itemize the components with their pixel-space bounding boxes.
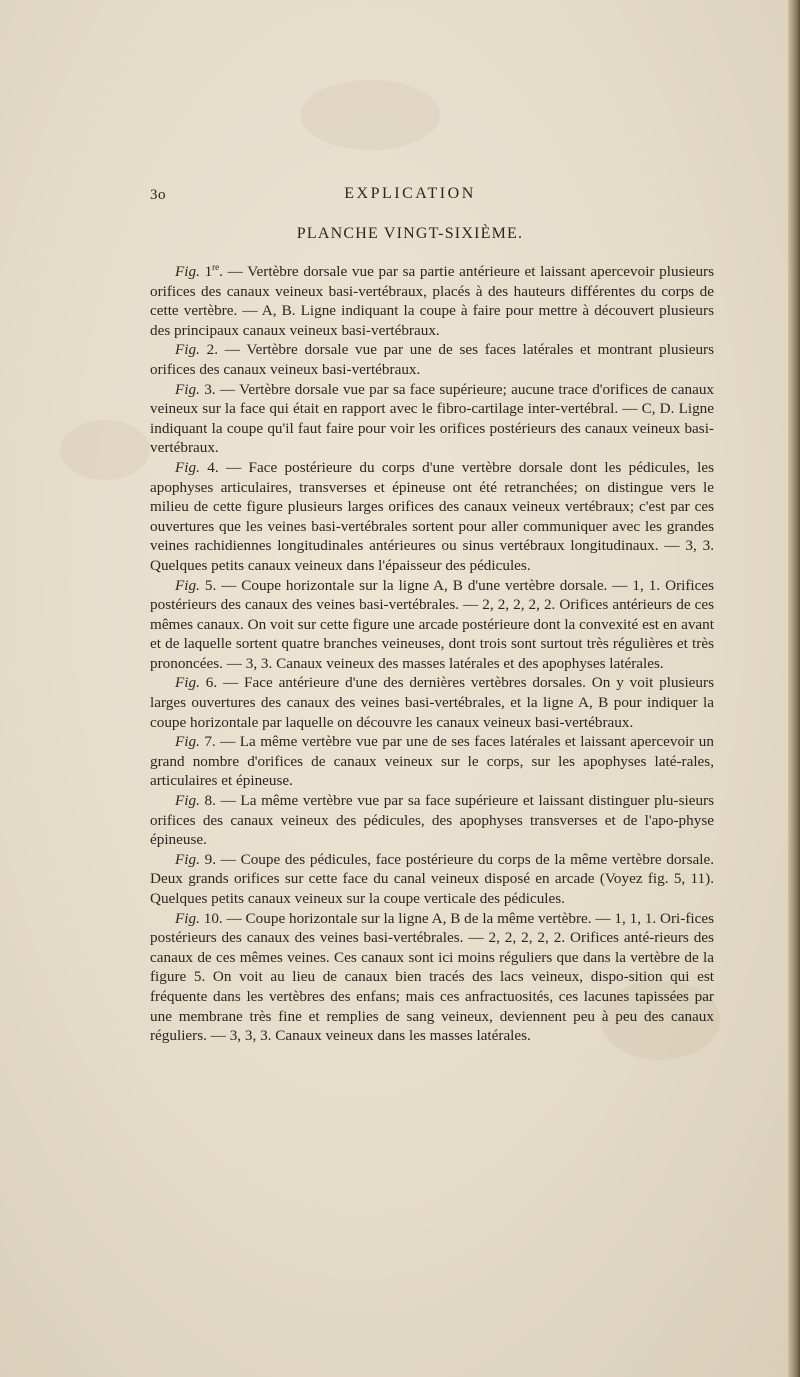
- figure-label: Fig.: [175, 380, 200, 398]
- figure-paragraph: [150, 262, 714, 340]
- figure-paragraph: [150, 732, 714, 791]
- figure-description: . — La même vertèbre vue par sa face supérieure et laissant distinguer plu-sieurs orifices des canaux veineux des pédicules, des apophyses transverses et de l'apo-physe épineuse.: [150, 792, 715, 849]
- figure-number: 6: [205, 674, 214, 692]
- figure-paragraph: [150, 458, 714, 576]
- figure-paragraph: [150, 673, 714, 732]
- page-number: 3o: [150, 187, 166, 203]
- figure-description: . — Vertèbre dorsale vue par sa face supérieure; aucune trace d'orifices de canaux veineux sur la face qui était en rapport avec le fibro-cartilage inter-vertébral. — C, D. Ligne indiquant la coupe qu'il faut faire pour voir les orifices postérieurs des canaux veineux basi-vertébraux.: [150, 380, 715, 457]
- figure-description: . — Face antérieure d'une des dernières vertèbres dorsales. On y voit plusieurs larges ouvertures des canaux des veines basi-vertébrales, et la ligne A, B pour indiquer la coupe horizontale par laquelle on découvre les canaux veineux basi-vertébraux.: [150, 674, 714, 731]
- figure-number: 8: [204, 792, 213, 810]
- figure-paragraph: [150, 791, 714, 850]
- figure-number: 1: [204, 263, 213, 280]
- figure-number: 10: [203, 909, 219, 927]
- figure-label: Fig.: [175, 576, 200, 594]
- figure-description: . — Vertèbre dorsale vue par une de ses faces latérales et montrant plusieurs orifices des canaux veineux basi-vertébraux.: [150, 341, 715, 378]
- figure-paragraph: [150, 909, 714, 1046]
- running-head: EXPLICATION: [344, 185, 476, 202]
- figure-label: Fig.: [175, 850, 200, 868]
- figure-label: Fig.: [175, 341, 200, 359]
- figure-label: Fig.: [175, 674, 200, 692]
- paper-stain: [60, 420, 150, 480]
- paper-stain: [300, 80, 440, 150]
- figure-number: 9: [204, 850, 213, 868]
- figure-explanations: [150, 262, 714, 1046]
- figure-label: Fig.: [175, 909, 200, 927]
- figure-number: 5: [204, 576, 213, 594]
- figure-description: . — Face postérieure du corps d'une vertèbre dorsale dont les pédicules, les apophyses articulaires, transverses et épineuse ont été retranchées; on distingue vers le milieu de cette figure plusieurs larges orifices des canaux veineux vertébraux; c'est par ces ouvertures que les veines basi-vertébrales sortent pour aller communiquer avec les grandes veines rachidiennes longitudinales antérieures ou sinus vertébraux longitudinaux. — 3, 3. Quelques petits canaux veineux dans l'épaisseur des pédicules.: [150, 458, 715, 574]
- figure-number: 7: [204, 733, 212, 751]
- figure-description: . — La même vertèbre vue par une de ses faces latérales et laissant apercevoir un grand nombre d'orifices de canaux veineux sur le corps, sur les apophyses laté-rales, articulaires et épineuse.: [150, 733, 714, 790]
- figure-label: Fig.: [175, 733, 200, 751]
- figure-number: 3: [204, 380, 212, 398]
- plate-title: PLANCHE VINGT-SIXIÈME.: [296, 225, 524, 242]
- page-edge: [788, 0, 800, 1377]
- figure-paragraph: [150, 340, 714, 379]
- figure-description: . — Coupe horizontale sur la ligne A, B de la même vertèbre. — 1, 1, 1. Ori-fices postérieurs des canaux des veines basi-vertébrales. — 2, 2, 2, 2, 2. Orifices anté-rieurs des canaux de ces mêmes veines. Ces canaux sont ici moins réguliers que dans la vertèbre de la figure 5. On voit au lieu de canaux bien tracés des lacs veineux, dispo-sition qui est fréquente dans les vertèbres des enfans; mais ces anfractuosités, ces lacunes tapissées par une membrane très fine et remplies de sang veineux, deviennent peu à peu des canaux réguliers. — 3, 3, 3. Canaux veineux dans les masses latérales.: [150, 909, 714, 1045]
- figure-number-superscript: re: [212, 261, 220, 272]
- figure-label: Fig.: [175, 792, 200, 810]
- figure-description: . — Coupe horizontale sur la ligne A, B d'une vertèbre dorsale. — 1, 1. Orifices postérieurs des canaux des veines basi-vertébrales. — 2, 2, 2, 2, 2. Orifices antérieurs de ces mêmes canaux. On voit sur cette figure une arcade postérieure dont la convexité est en avant et de laquelle sortent quatre branches veineuses, dont trois sont surtout très régulières et très prononcées. — 3, 3. Canaux veineux des masses latérales et des apophyses latérales.: [150, 576, 715, 672]
- figure-label: Fig.: [175, 263, 200, 280]
- figure-paragraph: [150, 850, 714, 909]
- figure-paragraph: [150, 576, 714, 674]
- figure-number: 4: [207, 458, 215, 476]
- figure-paragraph: [150, 380, 714, 458]
- figure-label: Fig.: [175, 458, 200, 476]
- figure-description: . — Vertèbre dorsale vue par sa partie antérieure et laissant apercevoir plusieurs orifices des canaux veineux basi-vertébraux, placés à des hauteurs différentes du corps de cette vertèbre. — A, B. Ligne indiquant la coupe à faire pour mettre à découvert plusieurs des principaux canaux veineux basi-vertébraux.: [150, 263, 715, 339]
- figure-number: 2: [206, 341, 215, 359]
- figure-description: . — Coupe des pédicules, face postérieure du corps de la même vertèbre dorsale. Deux grands orifices sur cette face du canal veineux disposé en arcade (Voyez fig. 5, 11). Quelques petits canaux veineux sur la coupe verticale des pédicules.: [150, 850, 714, 907]
